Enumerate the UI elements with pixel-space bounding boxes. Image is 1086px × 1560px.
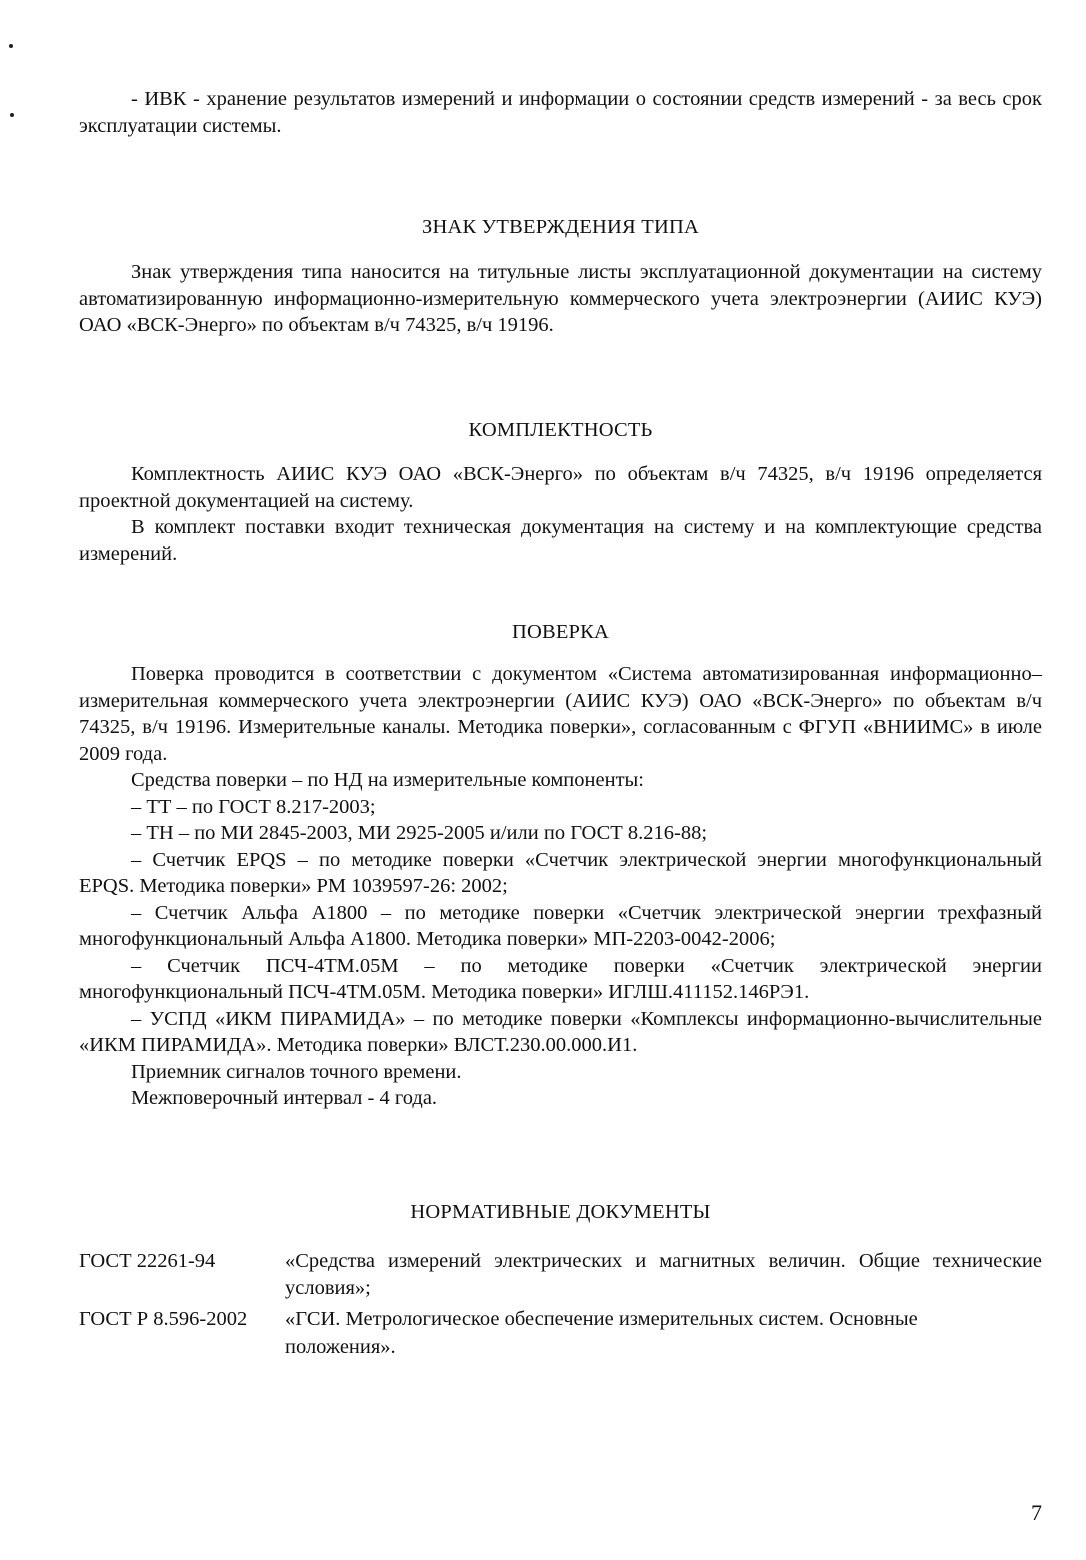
completeness-block <box>79 461 1042 567</box>
normative-doc-row <box>79 1248 1042 1301</box>
section-heading-type-mark: ЗНАК УТВЕРЖДЕНИЯ ТИПА <box>421 216 699 238</box>
verification-tools-intro: Средства поверки – по НД на измерительные компоненты: <box>131 769 645 791</box>
normative-doc-title: «Средства измерений электрических и магнитных величин. Общие технические условия»; <box>285 1250 1042 1299</box>
verification-list-item: – Счетчик EPQS – по методике поверки «Счетчик электрической энергии многофункциональный EPQS. Методика поверки» РМ 1039597-26: 2002; <box>79 848 1042 897</box>
section-heading-verification: ПОВЕРКА <box>511 621 610 643</box>
verification-intro: Поверка проводится в соответствии с документом «Система автоматизированная информационно–измерительная коммерческого учета электроэнергии (АИИС КУЭ) ОАО «ВСК-Энерго» по объектам в/ч 74325, в/ч 19196. Измерительные каналы. Методика поверки», согласованным с ФГУП «ВНИИМС» в июле 2009 года. <box>79 663 1042 765</box>
verification-interval: Межповерочный интервал - 4 года. <box>131 1087 438 1109</box>
verification-list-item: – Счетчик Альфа А1800 – по методике поверки «Счетчик электрической энергии трехфазный многофункциональный Альфа А1800. Методика поверки» МП-2203-0042-2006; <box>79 901 1042 950</box>
verification-receiver: Приемник сигналов точного времени. <box>131 1060 462 1083</box>
normative-doc-code: ГОСТ Р 8.596-2002 <box>79 1308 248 1330</box>
page-number: 7 <box>1031 1500 1042 1525</box>
section-heading-normative: НОРМАТИВНЫЕ ДОКУМЕНТЫ <box>410 1201 711 1223</box>
normative-doc-code: ГОСТ 22261-94 <box>79 1250 216 1272</box>
scan-artifact-dot <box>10 113 14 117</box>
completeness-paragraph: Комплектность АИИС КУЭ ОАО «ВСК-Энерго» по объектам в/ч 74325, в/ч 19196 определяется проектной документацией на систему. <box>79 463 1042 512</box>
verification-list-item: – Счетчик ПСЧ-4ТМ.05М – по методике поверки «Счетчик электрической энергии многофункциональный ПСЧ-4ТМ.05М. Методика поверки» ИГЛШ.411152.146РЭ1. <box>79 954 1042 1003</box>
top-paragraph-block <box>79 86 1042 139</box>
verification-list-item: – УСПД «ИКМ ПИРАМИДА» – по методике поверки «Комплексы информационно-вычислительные «ИКМ ПИРАМИДА». Методика поверки» ВЛСТ.230.00.000.И1. <box>79 1007 1042 1056</box>
verification-list-item: – ТН – по МИ 2845-2003, МИ 2925-2005 и/или по ГОСТ 8.216-88; <box>131 822 708 844</box>
type-mark-text: Знак утверждения типа наносится на титульные листы эксплуатационной документации на систему автоматизированную информационно-измерительную коммерческого учета электроэнергии (АИИС КУЭ) ОАО «ВСК-Энерго» по объектам в/ч 74325, в/ч 19196. <box>79 261 1042 336</box>
section-heading-completeness: КОМПЛЕКТНОСТЬ <box>468 419 653 441</box>
verification-block <box>79 661 1042 1112</box>
completeness-paragraph: В комплект поставки входит техническая документация на систему и на комплектующие средства измерений. <box>79 516 1042 565</box>
verification-list-item: – ТТ – по ГОСТ 8.217-2003; <box>131 795 376 818</box>
top-paragraph: - ИВК - хранение результатов измерений и информации о состоянии средств измерений - за весь срок эксплуатации системы. <box>79 88 1042 137</box>
type-mark-block <box>79 259 1042 339</box>
normative-doc-title: «ГСИ. Метрологическое обеспечение измерительных систем. Основные положения». <box>285 1308 918 1358</box>
normative-doc-row <box>79 1305 1042 1361</box>
scan-artifact-dot <box>9 44 13 48</box>
